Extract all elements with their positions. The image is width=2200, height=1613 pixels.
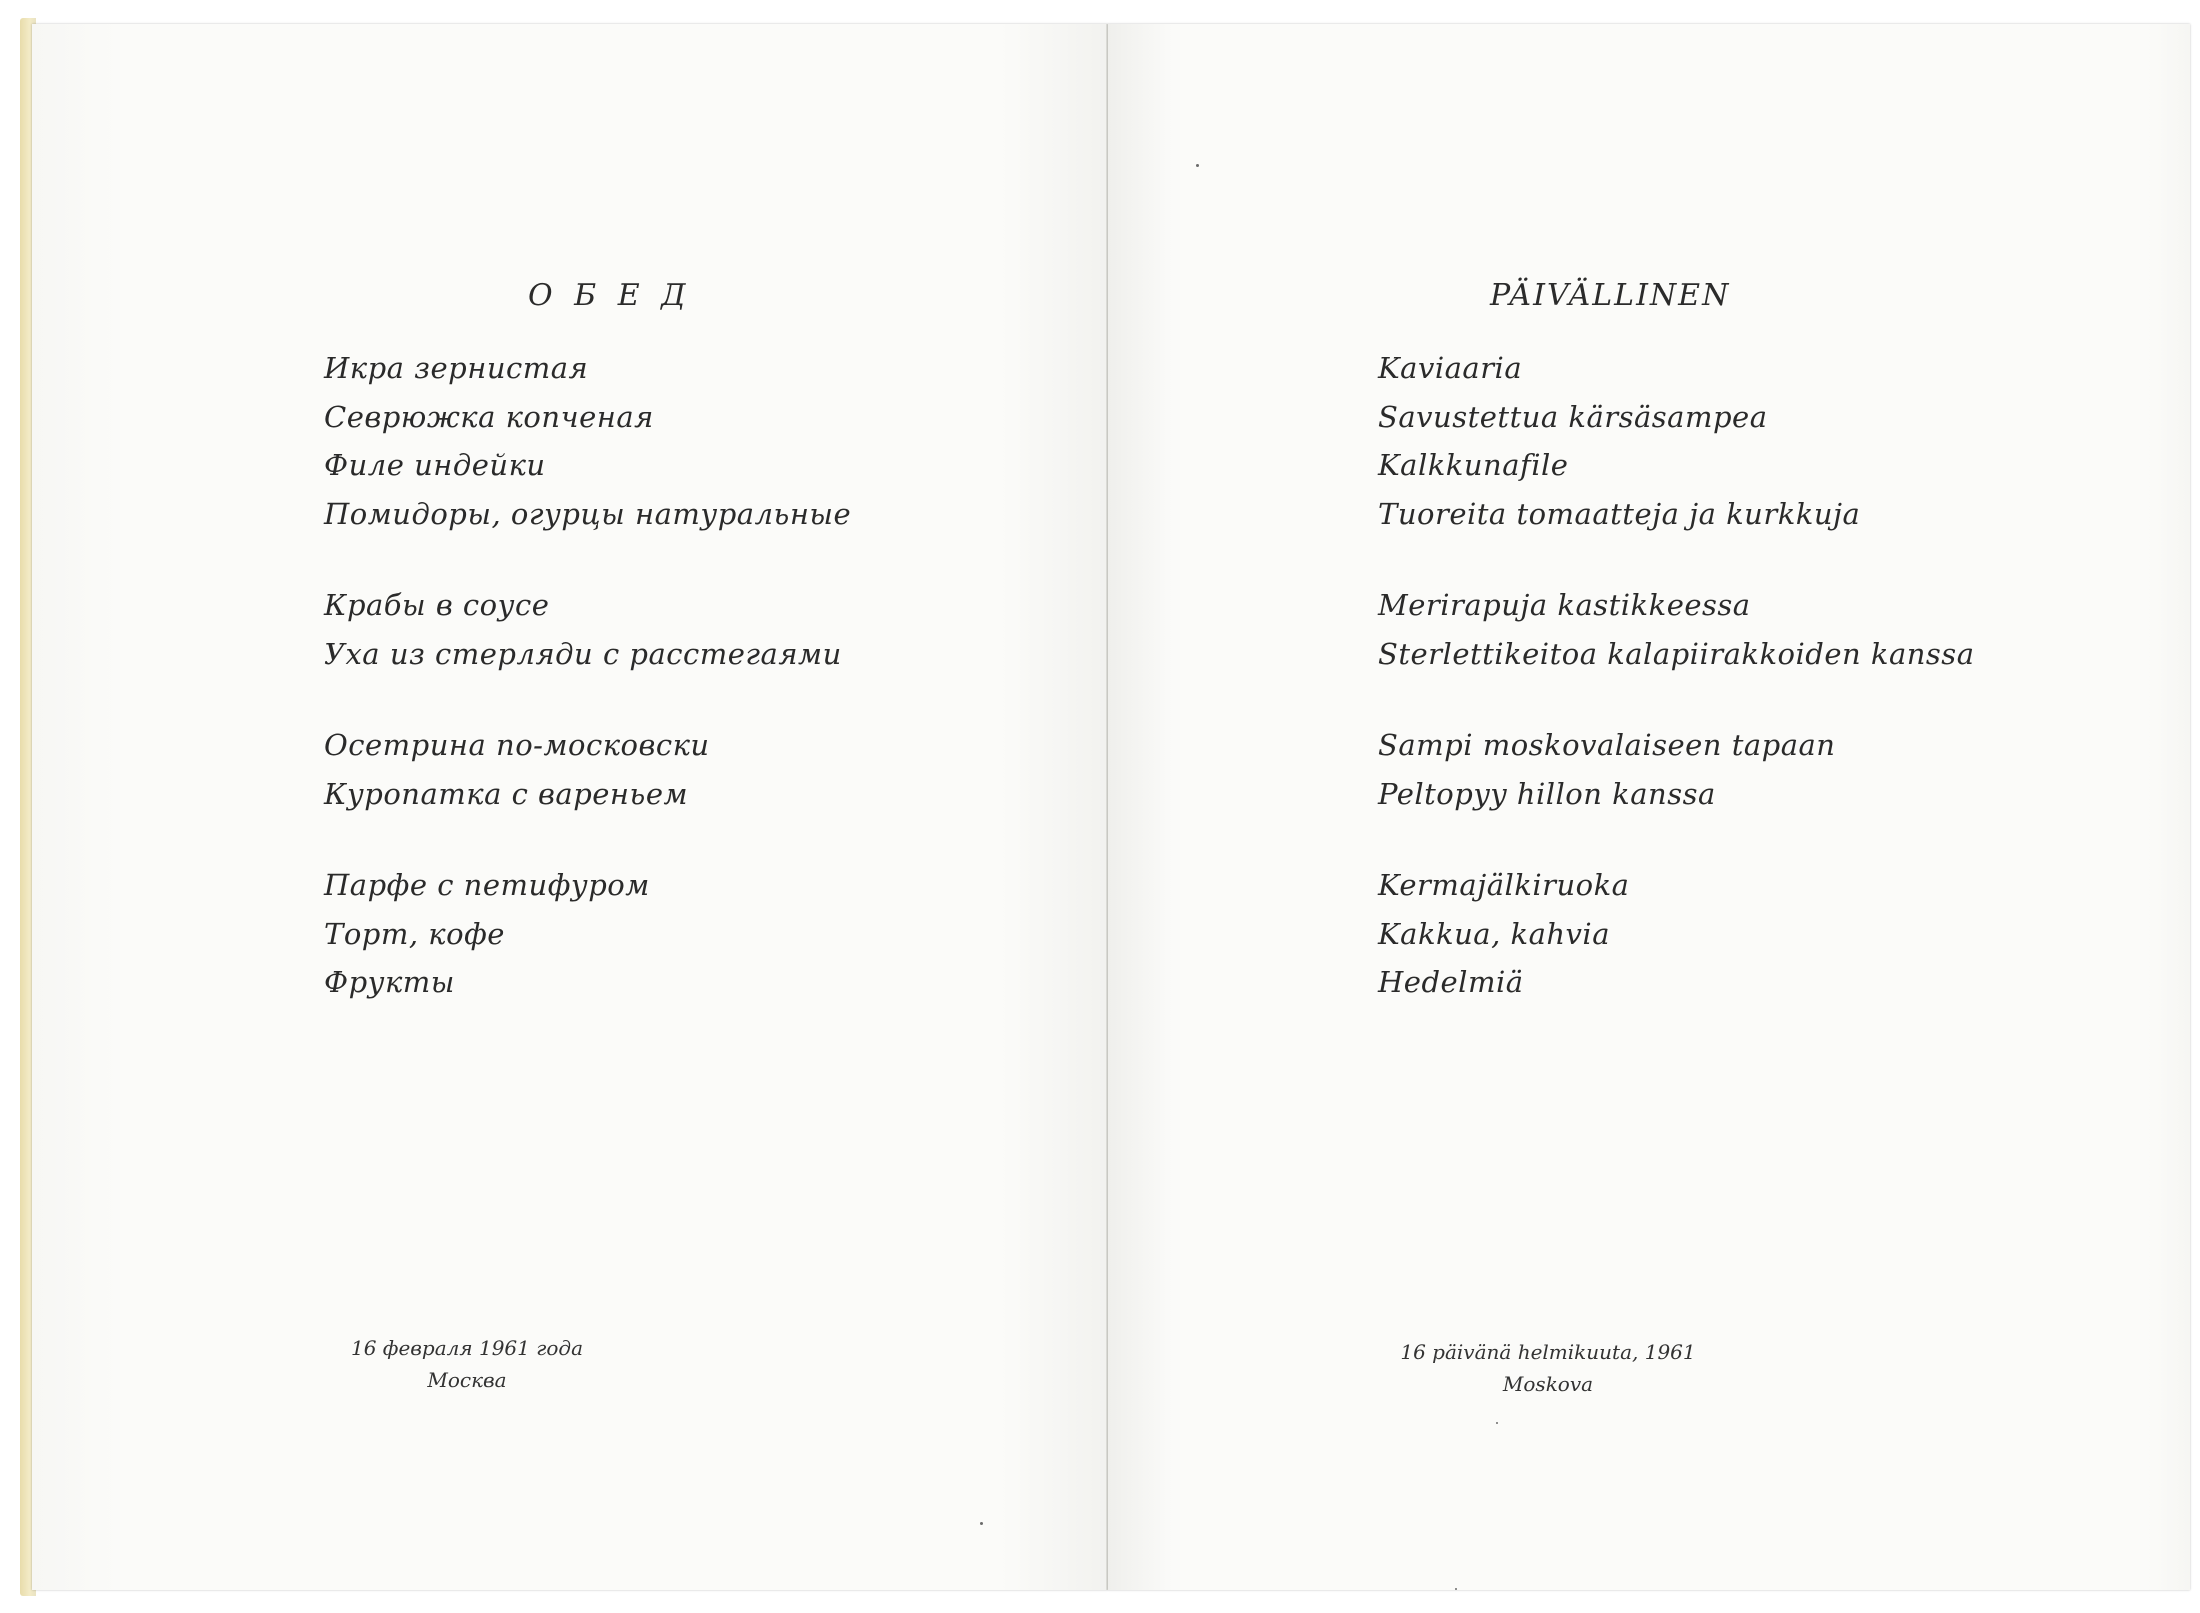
right-city: Moskova bbox=[1502, 1372, 1594, 1396]
right-footer bbox=[1368, 1336, 1728, 1400]
left-page bbox=[32, 24, 1108, 1590]
menu-booklet bbox=[20, 18, 2192, 1596]
menu-item: Филе индейки bbox=[324, 448, 546, 482]
left-menu-group-main bbox=[324, 721, 851, 818]
left-page-title: О Б Е Д bbox=[528, 278, 692, 313]
right-page bbox=[1108, 24, 2190, 1590]
menu-item: Kakkua, kahvia bbox=[1378, 916, 1610, 951]
menu-item: Уха из стерляди с расстегаями bbox=[324, 636, 842, 671]
menu-item: Помидоры, огурцы натуральные bbox=[324, 496, 852, 531]
menu-item: Куропатка с вареньем bbox=[324, 776, 689, 811]
left-city: Москва bbox=[427, 1368, 507, 1392]
paper-speck bbox=[1196, 164, 1199, 167]
left-menu-group-cold bbox=[324, 344, 851, 538]
menu-item: Tuoreita tomaatteja ja kurkkuja bbox=[1378, 496, 1861, 531]
right-menu-group-main bbox=[1378, 721, 1974, 818]
right-menu-group-dessert bbox=[1378, 861, 1974, 1007]
menu-item: Kermajälkiruoka bbox=[1378, 868, 1630, 902]
menu-item: Фрукты bbox=[324, 965, 455, 999]
menu-item: Крабы в соусе bbox=[324, 588, 550, 622]
menu-item: Икра зернистая bbox=[324, 351, 589, 385]
menu-item: Торт, кофе bbox=[324, 916, 505, 951]
right-menu-list bbox=[1378, 344, 1974, 1050]
left-menu-list bbox=[324, 344, 851, 1050]
left-date: 16 февраля 1961 года bbox=[350, 1336, 583, 1360]
paper-speck bbox=[980, 1522, 983, 1525]
right-date: 16 päivänä helmikuuta, 1961 bbox=[1400, 1340, 1696, 1364]
menu-item: Hedelmiä bbox=[1378, 965, 1524, 999]
menu-item: Осетрина по-московски bbox=[324, 728, 710, 762]
menu-item: Kaviaaria bbox=[1378, 351, 1523, 385]
menu-item: Savustettua kärsäsampea bbox=[1378, 399, 1768, 434]
menu-item: Sterlettikeitoa kalapiirakkoiden kanssa bbox=[1378, 636, 1975, 671]
right-menu-group-hot bbox=[1378, 581, 1974, 678]
menu-item: Sampi moskovalaiseen tapaan bbox=[1378, 728, 1836, 762]
right-page-title: PÄIVÄLLINEN bbox=[1490, 278, 1731, 313]
menu-item: Kalkkunafile bbox=[1378, 448, 1569, 482]
paper-speck bbox=[1455, 1588, 1457, 1590]
right-menu-group-cold bbox=[1378, 344, 1974, 538]
paper-speck bbox=[1496, 1422, 1498, 1424]
left-menu-group-dessert bbox=[324, 861, 851, 1007]
left-menu-group-hot bbox=[324, 581, 851, 678]
menu-item: Merirapuja kastikkeessa bbox=[1378, 588, 1751, 622]
menu-item: Севрюжка копченая bbox=[324, 399, 654, 434]
left-footer bbox=[322, 1332, 612, 1396]
menu-item: Парфе с петифуром bbox=[324, 868, 650, 902]
menu-item: Peltopyy hillon kanssa bbox=[1378, 776, 1716, 811]
